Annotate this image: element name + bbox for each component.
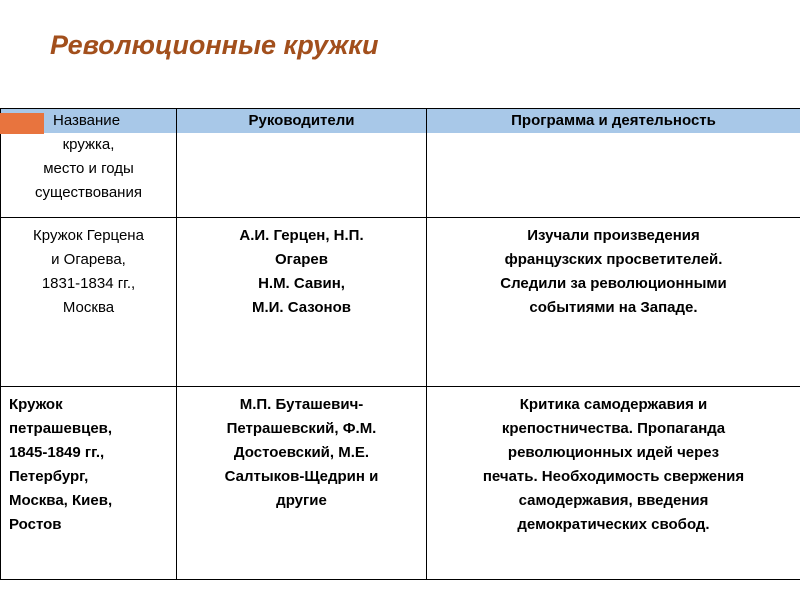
- circles-table: [0, 108, 800, 580]
- row1-program-line2: французских просветителей.: [504, 251, 723, 268]
- row1-leaders-line2: Огарев: [275, 251, 328, 268]
- header-name-line2: кружка,: [62, 136, 115, 153]
- row1-name-line1: Кружок Герцена: [33, 227, 144, 244]
- row2-leaders-line5: другие: [276, 492, 327, 509]
- row2-leaders-line1: М.П. Буташевич-: [239, 396, 364, 413]
- page-title: Революционные кружки: [50, 30, 379, 60]
- row1-leaders-line1: А.И. Герцен, Н.П.: [239, 227, 364, 244]
- row2-name-line6: Ростов: [9, 516, 62, 533]
- row2-program-line1: Критика самодержавия и: [519, 396, 708, 413]
- accent-bar: [0, 113, 44, 134]
- row1-leaders-cell: [177, 218, 427, 387]
- row2-leaders-line3: Достоевский, М.Е.: [233, 444, 370, 461]
- row1-program-cell: [427, 218, 800, 387]
- row1-name-line2: и Огарева,: [51, 251, 126, 268]
- row2-program-line3: революционных идей через: [507, 444, 720, 461]
- row2-program-line6: демократических свобод.: [517, 516, 710, 533]
- table-row: [1, 218, 800, 387]
- row1-leaders-line3: Н.М. Савин,: [258, 275, 345, 292]
- row2-program-cell: [427, 387, 800, 580]
- row2-leaders-line4: Салтыков-Щедрин и: [224, 468, 379, 485]
- row2-name-line1: Кружок: [9, 396, 63, 413]
- row2-program-line2: крепостничества. Пропаганда: [501, 420, 726, 437]
- row1-leaders-line4: М.И. Сазонов: [251, 299, 351, 316]
- row1-name-cell: [1, 218, 177, 387]
- header-cell-program: [427, 109, 800, 218]
- row2-name-cell: [1, 387, 177, 580]
- header-name-line3: место и годы: [43, 160, 134, 177]
- header-name-line1: Название: [1, 109, 176, 133]
- row2-leaders-cell: [177, 387, 427, 580]
- row2-name-line3: 1845-1849 гг.,: [9, 444, 105, 461]
- row2-name-line2: петрашевцев,: [9, 420, 113, 437]
- accent-notch: [40, 113, 44, 134]
- header-leaders-label: Руководители: [177, 109, 426, 133]
- row1-name-line4: Москва: [62, 299, 115, 316]
- row1-program-line1: Изучали произведения: [527, 227, 700, 244]
- header-cell-leaders: [177, 109, 427, 218]
- row2-program-line4: печать. Необходимость свержения: [482, 468, 745, 485]
- row1-program-line3: Следили за революционными: [500, 275, 727, 292]
- table-header-row: [1, 109, 800, 218]
- row1-name-line3: 1831-1834 гг.,: [41, 275, 136, 292]
- row2-leaders-line2: Петрашевский, Ф.М.: [226, 420, 377, 437]
- table-row: [1, 387, 800, 580]
- header-program-label: Программа и деятельность: [427, 109, 800, 133]
- row2-name-line4: Петербург,: [9, 468, 89, 485]
- row2-program-line5: самодержавия, введения: [518, 492, 709, 509]
- row1-program-line4: событиями на Западе.: [529, 299, 698, 316]
- header-name-line4: существования: [35, 184, 142, 201]
- row2-name-line5: Москва, Киев,: [9, 492, 113, 509]
